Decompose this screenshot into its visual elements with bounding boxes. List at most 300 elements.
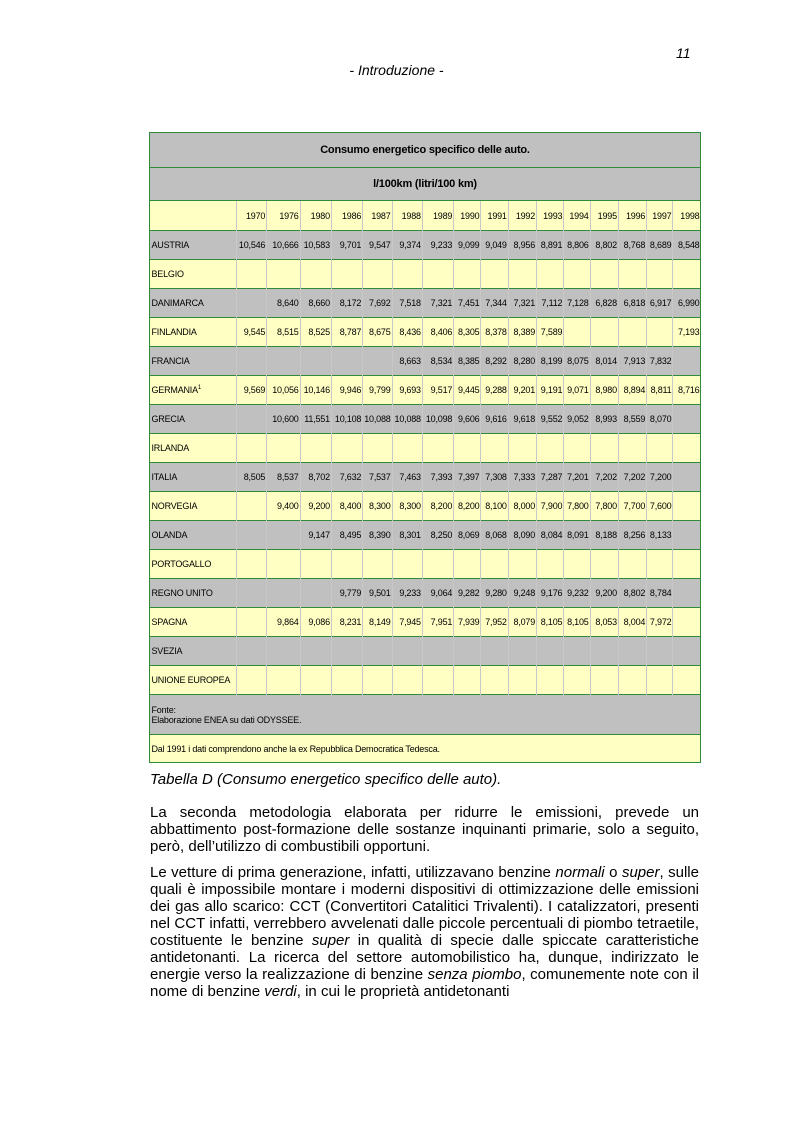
country-name: GRECIA [151, 414, 185, 424]
value-cell: 8,980 [590, 376, 618, 405]
value-cell: 8,689 [647, 231, 673, 260]
table-row [150, 376, 701, 405]
source-text: Elaborazione ENEA su dati ODYSSEE. [151, 714, 302, 725]
value-cell: 8,716 [673, 376, 701, 405]
value-cell [508, 637, 536, 666]
value-cell [647, 434, 673, 463]
value-cell: 8,406 [422, 318, 453, 347]
value-cell: 7,112 [537, 289, 564, 318]
value-cell [647, 666, 673, 695]
value-cell: 7,800 [590, 492, 618, 521]
value-cell [618, 550, 646, 579]
value-cell [537, 550, 564, 579]
value-cell: 7,308 [481, 463, 508, 492]
value-cell: 9,233 [392, 579, 422, 608]
value-cell [618, 666, 646, 695]
value-cell: 10,108 [331, 405, 362, 434]
value-cell: 7,397 [454, 463, 481, 492]
value-cell: 8,993 [590, 405, 618, 434]
value-cell: 7,518 [392, 289, 422, 318]
value-cell: 8,640 [267, 289, 300, 318]
value-cell: 8,305 [454, 318, 481, 347]
value-cell: 9,701 [331, 231, 362, 260]
value-cell [564, 434, 590, 463]
paragraph-2-text: , in cui le proprietà antidetonanti [296, 983, 510, 1000]
value-cell: 9,052 [564, 405, 590, 434]
value-cell: 9,086 [300, 608, 331, 637]
value-cell: 8,802 [590, 231, 618, 260]
value-cell [392, 666, 422, 695]
body-paragraph-2 [150, 864, 699, 1000]
value-cell: 7,952 [481, 608, 508, 637]
value-cell: 7,939 [454, 608, 481, 637]
value-cell: 9,618 [508, 405, 536, 434]
value-cell: 8,436 [392, 318, 422, 347]
value-cell [236, 347, 266, 376]
table-row [150, 347, 701, 376]
value-cell: 9,547 [363, 231, 392, 260]
value-cell [673, 579, 701, 608]
running-header: - Introduzione - [349, 62, 444, 78]
year-header-cell: 1994 [564, 201, 590, 231]
country-cell [150, 289, 237, 318]
value-cell: 10,546 [236, 231, 266, 260]
country-cell [150, 405, 237, 434]
country-cell [150, 463, 237, 492]
table-row [150, 463, 701, 492]
value-cell [673, 492, 701, 521]
value-cell [236, 492, 266, 521]
paragraph-2-emphasis: normali [555, 864, 605, 881]
value-cell: 8,811 [647, 376, 673, 405]
value-cell [590, 550, 618, 579]
value-cell: 9,864 [267, 608, 300, 637]
value-cell: 7,589 [537, 318, 564, 347]
value-cell [618, 318, 646, 347]
source-cell [150, 695, 701, 735]
value-cell [508, 260, 536, 289]
value-cell [363, 637, 392, 666]
value-cell [363, 666, 392, 695]
value-cell [481, 260, 508, 289]
value-cell [236, 289, 266, 318]
value-cell: 8,231 [331, 608, 362, 637]
value-cell: 8,079 [508, 608, 536, 637]
table-row [150, 289, 701, 318]
table-row [150, 666, 701, 695]
value-cell [422, 260, 453, 289]
value-cell: 9,400 [267, 492, 300, 521]
value-cell [331, 434, 362, 463]
value-cell [481, 666, 508, 695]
value-cell: 9,545 [236, 318, 266, 347]
country-name: OLANDA [151, 530, 188, 540]
value-cell: 8,660 [300, 289, 331, 318]
paragraph-2-text: Le vetture di prima generazione, infatti, utilizzavano benzine [150, 864, 556, 881]
value-cell: 9,248 [508, 579, 536, 608]
country-name: SPAGNA [151, 617, 188, 627]
value-cell: 8,075 [564, 347, 590, 376]
source-row [150, 695, 701, 735]
value-cell [508, 550, 536, 579]
value-cell: 8,091 [564, 521, 590, 550]
value-cell: 8,133 [647, 521, 673, 550]
value-cell [454, 434, 481, 463]
value-cell: 9,064 [422, 579, 453, 608]
year-header-cell: 1970 [236, 201, 266, 231]
country-cell [150, 521, 237, 550]
value-cell: 8,537 [267, 463, 300, 492]
value-cell: 9,288 [481, 376, 508, 405]
country-name: AUSTRIA [151, 240, 190, 250]
value-cell [236, 521, 266, 550]
value-cell [331, 550, 362, 579]
value-cell [537, 666, 564, 695]
country-name: BELGIO [151, 269, 184, 279]
country-cell [150, 492, 237, 521]
value-cell: 8,505 [236, 463, 266, 492]
value-cell: 9,099 [454, 231, 481, 260]
value-cell [454, 550, 481, 579]
year-header-cell: 1987 [363, 201, 392, 231]
year-header-cell: 1991 [481, 201, 508, 231]
value-cell [331, 260, 362, 289]
value-cell [422, 666, 453, 695]
paragraph-2-text: in qualità di specie dalle spiccate caratteristiche antidetonanti. La ricerca del settore automobilistico ha, dunque, indirizzato le energie verso la realizzazione di benzine [150, 932, 699, 983]
year-header-cell: 1995 [590, 201, 618, 231]
value-cell: 8,090 [508, 521, 536, 550]
value-cell [508, 666, 536, 695]
value-cell [267, 579, 300, 608]
value-cell [392, 637, 422, 666]
note-row [150, 735, 701, 764]
value-cell: 8,806 [564, 231, 590, 260]
value-cell: 8,525 [300, 318, 331, 347]
value-cell [300, 434, 331, 463]
value-cell: 8,385 [454, 347, 481, 376]
value-cell [618, 637, 646, 666]
country-cell [150, 347, 237, 376]
country-cell [150, 231, 237, 260]
value-cell: 7,287 [537, 463, 564, 492]
value-cell: 9,799 [363, 376, 392, 405]
value-cell [673, 463, 701, 492]
value-cell: 8,515 [267, 318, 300, 347]
country-cell [150, 550, 237, 579]
paragraph-2-text: , comunemente note con il nome di benzine [150, 966, 700, 1000]
table-row [150, 231, 701, 260]
value-cell [673, 666, 701, 695]
value-cell: 8,802 [618, 579, 646, 608]
value-cell: 7,913 [618, 347, 646, 376]
value-cell [564, 318, 590, 347]
value-cell [481, 434, 508, 463]
value-cell [590, 260, 618, 289]
value-cell: 8,105 [537, 608, 564, 637]
value-cell [363, 260, 392, 289]
value-cell [454, 637, 481, 666]
value-cell: 8,559 [618, 405, 646, 434]
table-row [150, 521, 701, 550]
value-cell: 9,606 [454, 405, 481, 434]
value-cell: 8,300 [392, 492, 422, 521]
value-cell: 10,666 [267, 231, 300, 260]
value-cell: 8,292 [481, 347, 508, 376]
value-cell: 7,945 [392, 608, 422, 637]
value-cell: 8,702 [300, 463, 331, 492]
value-cell: 7,344 [481, 289, 508, 318]
value-cell [267, 347, 300, 376]
value-cell [236, 260, 266, 289]
value-cell: 6,828 [590, 289, 618, 318]
country-cell [150, 637, 237, 666]
year-header-cell: 1989 [422, 201, 453, 231]
paragraph-2-text: o [604, 864, 622, 881]
value-cell [236, 608, 266, 637]
value-cell: 8,053 [590, 608, 618, 637]
value-cell: 7,800 [564, 492, 590, 521]
country-name: REGNO UNITO [151, 588, 213, 598]
value-cell: 11,551 [300, 405, 331, 434]
year-header-cell: 1990 [454, 201, 481, 231]
value-cell: 9,946 [331, 376, 362, 405]
value-cell [422, 434, 453, 463]
value-cell: 7,951 [422, 608, 453, 637]
value-cell [236, 550, 266, 579]
value-cell [300, 579, 331, 608]
value-cell [267, 550, 300, 579]
value-cell [267, 666, 300, 695]
value-cell [673, 521, 701, 550]
value-cell: 8,172 [331, 289, 362, 318]
value-cell [422, 637, 453, 666]
value-cell: 10,056 [267, 376, 300, 405]
value-cell [673, 550, 701, 579]
table-row [150, 608, 701, 637]
value-cell [618, 260, 646, 289]
value-cell: 8,956 [508, 231, 536, 260]
value-cell: 8,378 [481, 318, 508, 347]
country-name: PORTOGALLO [151, 559, 212, 569]
value-cell [236, 637, 266, 666]
value-cell: 8,000 [508, 492, 536, 521]
country-cell [150, 376, 237, 405]
value-cell: 8,070 [647, 405, 673, 434]
country-cell [150, 666, 237, 695]
paragraph-2-emphasis: verdi [264, 983, 297, 1000]
value-cell: 6,818 [618, 289, 646, 318]
value-cell: 9,071 [564, 376, 590, 405]
value-cell [673, 434, 701, 463]
value-cell: 7,333 [508, 463, 536, 492]
value-cell: 9,693 [392, 376, 422, 405]
value-cell [673, 347, 701, 376]
value-cell: 6,990 [673, 289, 701, 318]
value-cell [392, 550, 422, 579]
value-cell [363, 434, 392, 463]
value-cell: 7,321 [422, 289, 453, 318]
country-cell [150, 260, 237, 289]
value-cell [331, 347, 362, 376]
value-cell [422, 550, 453, 579]
value-cell: 8,894 [618, 376, 646, 405]
country-name: ITALIA [151, 472, 178, 482]
value-cell: 9,616 [481, 405, 508, 434]
value-cell: 8,250 [422, 521, 453, 550]
table-row [150, 405, 701, 434]
value-cell: 8,495 [331, 521, 362, 550]
value-cell [590, 434, 618, 463]
value-cell [300, 666, 331, 695]
value-cell: 7,692 [363, 289, 392, 318]
value-cell: 8,014 [590, 347, 618, 376]
value-cell [236, 579, 266, 608]
value-cell: 7,451 [454, 289, 481, 318]
year-header-cell: 1998 [673, 201, 701, 231]
value-cell [537, 434, 564, 463]
value-cell: 7,128 [564, 289, 590, 318]
value-cell [331, 666, 362, 695]
value-cell: 10,088 [392, 405, 422, 434]
country-name: SVEZIA [151, 646, 183, 656]
value-cell: 8,787 [331, 318, 362, 347]
value-cell: 9,282 [454, 579, 481, 608]
value-cell: 8,084 [537, 521, 564, 550]
country-cell [150, 608, 237, 637]
value-cell: 8,301 [392, 521, 422, 550]
value-cell: 8,105 [564, 608, 590, 637]
value-cell: 8,149 [363, 608, 392, 637]
value-cell: 7,202 [618, 463, 646, 492]
value-cell: 7,200 [647, 463, 673, 492]
value-cell [481, 550, 508, 579]
page-number: 11 [676, 45, 691, 61]
value-cell [363, 347, 392, 376]
country-name: DANIMARCA [151, 298, 204, 308]
value-cell: 8,200 [422, 492, 453, 521]
value-cell: 9,049 [481, 231, 508, 260]
value-cell: 9,552 [537, 405, 564, 434]
value-cell: 7,193 [673, 318, 701, 347]
value-cell: 9,232 [564, 579, 590, 608]
value-cell [454, 666, 481, 695]
value-cell: 7,700 [618, 492, 646, 521]
year-header-cell: 1997 [647, 201, 673, 231]
value-cell [267, 521, 300, 550]
value-cell [647, 260, 673, 289]
value-cell [590, 637, 618, 666]
value-cell: 8,784 [647, 579, 673, 608]
value-cell: 8,675 [363, 318, 392, 347]
value-cell: 8,300 [363, 492, 392, 521]
value-cell [236, 405, 266, 434]
year-header-cell: 1980 [300, 201, 331, 231]
value-cell: 10,088 [363, 405, 392, 434]
value-cell: 8,389 [508, 318, 536, 347]
value-cell: 7,832 [647, 347, 673, 376]
body-paragraph-1: La seconda metodologia elaborata per ridurre le emissioni, prevede un abbattimento post-formazione delle sostanze inquinanti primarie, solo a seguito, però, dell’utilizzo di combustibili opportuni. [150, 804, 699, 855]
value-cell [331, 637, 362, 666]
value-cell: 7,537 [363, 463, 392, 492]
value-cell [564, 260, 590, 289]
value-cell [392, 434, 422, 463]
value-cell: 9,569 [236, 376, 266, 405]
value-cell: 9,200 [300, 492, 331, 521]
value-cell: 8,400 [331, 492, 362, 521]
value-cell: 7,463 [392, 463, 422, 492]
table-row [150, 318, 701, 347]
value-cell: 8,534 [422, 347, 453, 376]
table-row [150, 492, 701, 521]
country-name: GERMANIA [151, 385, 198, 395]
note-text: Dal 1991 i dati comprendono anche la ex Repubblica Democratica Tedesca. [150, 735, 701, 764]
value-cell: 7,202 [590, 463, 618, 492]
value-cell: 8,548 [673, 231, 701, 260]
country-name: FRANCIA [151, 356, 190, 366]
value-cell: 9,191 [537, 376, 564, 405]
country-cell [150, 434, 237, 463]
value-cell [300, 260, 331, 289]
year-header-cell: 1992 [508, 201, 536, 231]
value-cell [363, 550, 392, 579]
value-cell: 8,390 [363, 521, 392, 550]
source-label: Fonte: [151, 704, 176, 715]
table-row [150, 550, 701, 579]
year-header-cell: 1976 [267, 201, 300, 231]
value-cell [537, 637, 564, 666]
year-header-cell: 1988 [392, 201, 422, 231]
value-cell: 9,201 [508, 376, 536, 405]
value-cell [673, 405, 701, 434]
value-cell: 7,321 [508, 289, 536, 318]
value-cell [618, 434, 646, 463]
year-header-cell: 1993 [537, 201, 564, 231]
value-cell [267, 434, 300, 463]
value-cell: 7,972 [647, 608, 673, 637]
value-cell: 8,188 [590, 521, 618, 550]
value-cell: 9,200 [590, 579, 618, 608]
value-cell: 9,445 [454, 376, 481, 405]
country-name: FINLANDIA [151, 327, 197, 337]
value-cell: 9,517 [422, 376, 453, 405]
paragraph-2-text: , sulle quali è impossibile montare i moderni dispositivi di ottimizzazione delle emissioni dei gas allo scarico: CCT (Convertitori Catalitici Trivalenti). I catalizzatori, presenti nel CCT infatti, verrebbero avvelenati dalle piccole percentuali di piombo tetraetile, costituente le benzine [150, 864, 699, 949]
table-row [150, 637, 701, 666]
country-name: UNIONE EUROPEA [151, 675, 231, 685]
value-cell: 9,374 [392, 231, 422, 260]
value-cell [236, 666, 266, 695]
value-cell [508, 434, 536, 463]
value-cell: 8,256 [618, 521, 646, 550]
value-cell: 10,583 [300, 231, 331, 260]
value-cell [300, 347, 331, 376]
country-cell [150, 318, 237, 347]
value-cell [647, 318, 673, 347]
year-header-cell: 1986 [331, 201, 362, 231]
table-row [150, 579, 701, 608]
paragraph-2-emphasis: super [311, 932, 350, 949]
years-header-row [150, 201, 701, 231]
value-cell [564, 666, 590, 695]
value-cell: 9,779 [331, 579, 362, 608]
country-cell [150, 579, 237, 608]
value-cell: 6,917 [647, 289, 673, 318]
table-caption: Tabella D (Consumo energetico specifico delle auto). [150, 771, 502, 788]
value-cell: 7,900 [537, 492, 564, 521]
corner-cell [150, 201, 237, 231]
energy-consumption-table [149, 132, 701, 763]
value-cell [300, 637, 331, 666]
value-cell: 8,100 [481, 492, 508, 521]
